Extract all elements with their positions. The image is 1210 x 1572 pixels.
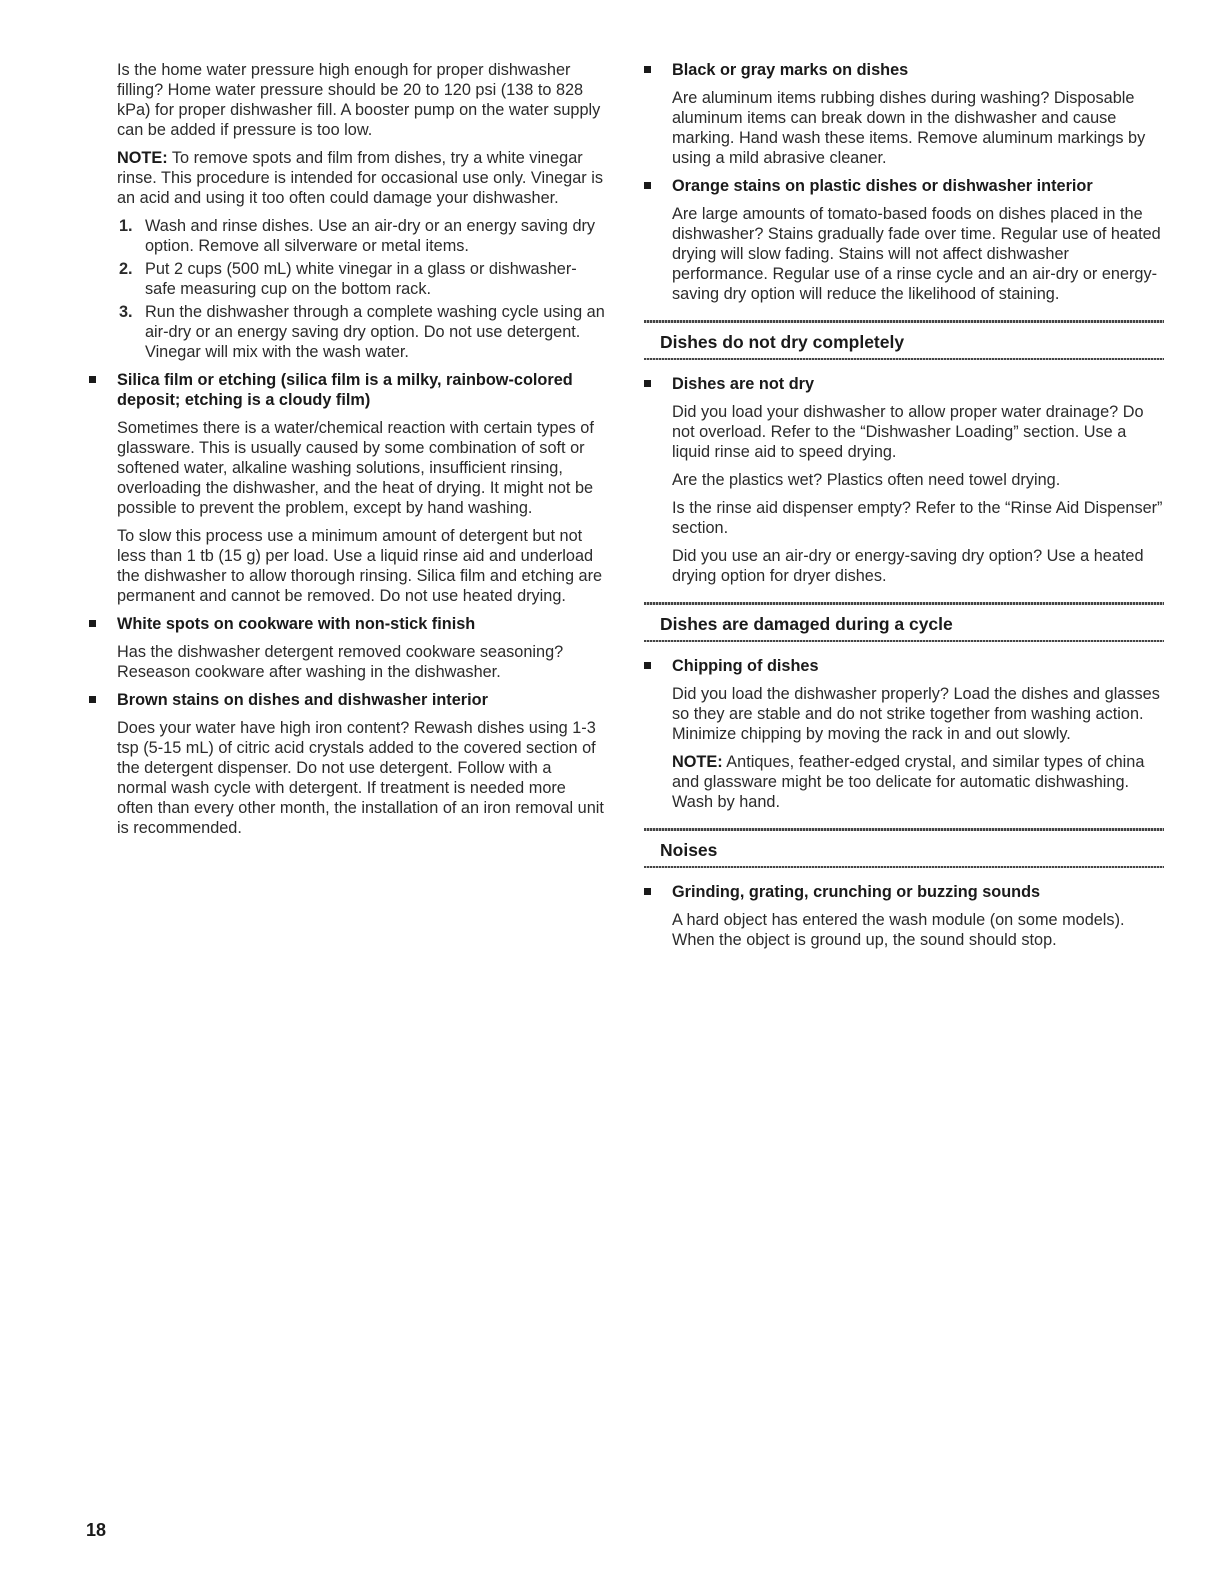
heading-text: Chipping of dishes [672, 657, 819, 675]
brown-stains-paragraph: Does your water have high iron content? Rewash dishes using 1-3 tsp (5-15 mL) of citric acid crystals added to the covered section of the detergent dispenser. Do not use detergent. Follow with a normal wash cycle with detergent. If treatment is needed more often than every other month, the installation of an iron removal unit is recommended. [117, 719, 604, 837]
bullet-square-icon [89, 696, 96, 703]
bullet-square-icon [89, 376, 96, 383]
white-spots-paragraph: Has the dishwasher detergent removed cookware seasoning? Reseason cookware after washing in the dishwasher. [117, 643, 564, 681]
section-title-text: Dishes do not dry completely [660, 332, 905, 352]
step-text: Run the dishwasher through a complete washing cycle using an air-dry or an energy saving dry option. Do not use detergent. Vinegar will mix with the wash water. [145, 303, 605, 361]
section-title-not-dry [644, 320, 1164, 360]
section-rule [644, 828, 1164, 831]
section-title-damaged [644, 602, 1164, 642]
note-paragraph [117, 148, 605, 208]
note-text: Antiques, feather-edged crystal, and similar types of china and glassware might be too delicate for automatic dishwashing. Wash by hand. [672, 753, 1145, 811]
section-rule [644, 602, 1164, 605]
heading-text: Orange stains on plastic dishes or dishwasher interior [672, 177, 1093, 195]
water-pressure-paragraph: Is the home water pressure high enough for proper dishwasher filling? Home water pressure should be 20 to 120 psi (138 to 828 kPa) for proper dishwasher fill. A booster pump on the water supply can be added if pressure is too low. [117, 61, 601, 139]
step-text: Wash and rinse dishes. Use an air-dry or an energy saving dry option. Remove all silverware or metal items. [145, 217, 596, 255]
silica-film-heading [89, 370, 605, 410]
grinding-sounds-heading [644, 882, 1164, 902]
section-rule [644, 320, 1164, 323]
bullet-square-icon [644, 380, 651, 387]
chipping-heading [644, 656, 1164, 676]
step-number: 2. [119, 260, 133, 278]
black-marks-paragraph: Are aluminum items rubbing dishes during washing? Disposable aluminum items can break down in the dishwasher and cause marking. Hand wash these items. Remove aluminum markings by using a mild abrasive cleaner. [672, 89, 1146, 167]
step-2 [117, 259, 605, 299]
section-title-noises [644, 828, 1164, 868]
note-label: NOTE: [672, 753, 723, 771]
dishes-not-dry-heading [644, 374, 1164, 394]
bullet-square-icon [644, 888, 651, 895]
orange-stains-paragraph: Are large amounts of tomato-based foods on dishes placed in the dishwasher? Stains gradually fade over time. Regular use of heated drying will slow fading. Stains will not affect dishwasher performance. Regular use of a rinse cycle and an air-dry or energy-saving dry option will reduce the likelihood of staining. [672, 205, 1161, 303]
not-dry-paragraph-3: Is the rinse aid dispenser empty? Refer to the “Rinse Aid Dispenser” section. [672, 499, 1163, 537]
step-3 [117, 302, 605, 362]
silica-paragraph-2: To slow this process use a minimum amount of detergent but not less than 1 tb (15 g) per load. Use a liquid rinse aid and underload the dishwasher to allow thorough rinsing. Silica film and etching are permanent and cannot be removed. Do not use heated drying. [117, 527, 603, 605]
silica-paragraph-1: Sometimes there is a water/chemical reaction with certain types of glassware. This is usually caused by some combination of soft or softened water, alkaline washing solutions, insufficient rinsing, overloading the dishwasher, and the heat of drying. It might not be possible to prevent the problem, except by hand washing. [117, 419, 594, 517]
step-1 [117, 216, 605, 256]
chipping-paragraph: Did you load the dishwasher properly? Load the dishes and glasses so they are stable and do not strike together from washing action. Minimize chipping by moving the rack in and out slowly. [672, 685, 1160, 743]
brown-stains-heading [89, 690, 605, 710]
heading-text: Grinding, grating, crunching or buzzing sounds [672, 883, 1041, 901]
black-marks-heading [644, 60, 1164, 80]
heading-text: Black or gray marks on dishes [672, 61, 909, 79]
note-text: To remove spots and film from dishes, try a white vinegar rinse. This procedure is intended for occasional use only. Vinegar is an acid and using it too often could damage your dishwasher. [117, 149, 603, 207]
section-rule [644, 358, 1164, 360]
bullet-square-icon [644, 182, 651, 189]
orange-stains-heading [644, 176, 1164, 196]
step-number: 1. [119, 217, 133, 235]
bullet-square-icon [644, 662, 651, 669]
step-text: Put 2 cups (500 mL) white vinegar in a glass or dishwasher-safe measuring cup on the bottom rack. [145, 260, 577, 298]
vinegar-steps-list [117, 216, 605, 362]
section-title-text: Noises [660, 840, 718, 860]
heading-text: Dishes are not dry [672, 375, 815, 393]
chipping-note [672, 752, 1164, 812]
step-number: 3. [119, 303, 133, 321]
grinding-paragraph: A hard object has entered the wash module (on some models). When the object is ground up, the sound should stop. [672, 911, 1125, 949]
section-rule [644, 640, 1164, 642]
heading-text: White spots on cookware with non-stick finish [117, 615, 476, 633]
note-label: NOTE: [117, 149, 168, 167]
heading-text: Brown stains on dishes and dishwasher interior [117, 691, 488, 709]
not-dry-paragraph-2: Are the plastics wet? Plastics often need towel drying. [672, 471, 1061, 489]
section-rule [644, 866, 1164, 868]
not-dry-paragraph-4: Did you use an air-dry or energy-saving dry option? Use a heated drying option for dryer dishes. [672, 547, 1144, 585]
white-spots-heading [89, 614, 605, 634]
bullet-square-icon [644, 66, 651, 73]
page-number: 18 [86, 1520, 107, 1540]
right-column [644, 60, 1164, 958]
left-column [117, 60, 605, 846]
heading-text: Silica film or etching (silica film is a milky, rainbow-colored deposit; etching is a cloudy film) [117, 371, 573, 409]
bullet-square-icon [89, 620, 96, 627]
section-title-text: Dishes are damaged during a cycle [660, 614, 953, 634]
not-dry-paragraph-1: Did you load your dishwasher to allow proper water drainage? Do not overload. Refer to the “Dishwasher Loading” section. Use a liquid rinse aid to speed drying. [672, 403, 1144, 461]
